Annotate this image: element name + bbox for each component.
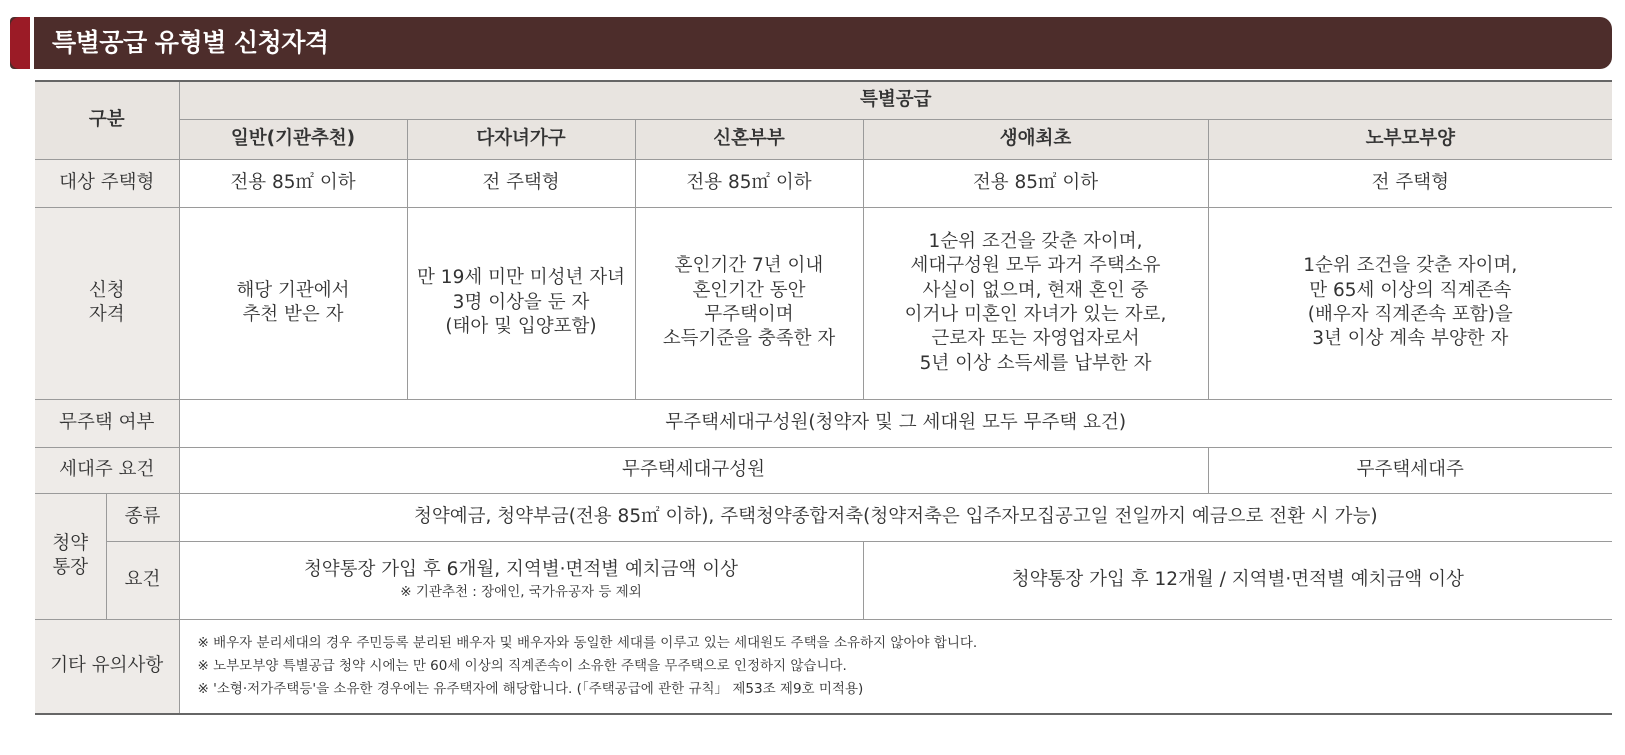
cell-housing-newlywed: 전용 85㎡ 이하 bbox=[635, 159, 863, 207]
cell-eligibility-firsttime: 1순위 조건을 갖춘 자이며, 세대구성원 모두 과거 주택소유 사실이 없으며, 현재 혼인 중 이거나 미혼인 자녀가 있는 자로, 근로자 또는 자영업자로서 5년 이상 소득세를 납부한 자 bbox=[863, 207, 1208, 399]
account-requirement-note: ※ 기관추천 : 장애인, 국가유공자 등 제외 bbox=[400, 584, 642, 601]
header-category: 구분 bbox=[35, 81, 179, 159]
row-label-housing-type: 대상 주택형 bbox=[35, 159, 179, 207]
row-label-account: 청약 통장 bbox=[35, 493, 106, 619]
account-requirement-main-text: 청약통장 가입 후 6개월, 지역별·면적별 예치금액 이상 bbox=[303, 558, 739, 580]
row-label-account-kind: 종류 bbox=[106, 493, 179, 541]
cell-housing-multichild: 전 주택형 bbox=[407, 159, 635, 207]
section-title: 특별공급 유형별 신청자격 bbox=[52, 28, 329, 57]
row-label-notes: 기타 유의사항 bbox=[35, 619, 179, 714]
title-accent-tab bbox=[10, 17, 32, 69]
note-item: ※ '소형·저가주택등'을 소유한 경우에는 유주택자에 해당합니다. (「주택공급에 관한 규칙」 제53조 제9호 미적용) bbox=[197, 680, 864, 697]
cell-homeless: 무주택세대구성원(청약자 및 그 세대원 모두 무주택 요건) bbox=[179, 399, 1612, 447]
note-item: ※ 노부모부양 특별공급 청약 시에는 만 60세 이상의 직계존속이 소유한 주택을 무주택으로 인정하지 않습니다. bbox=[197, 657, 847, 674]
note-item: ※ 배우자 분리세대의 경우 주민등록 분리된 배우자 및 배우자와 동일한 세대를 이루고 있는 세대원도 주택을 소유하지 않아야 합니다. bbox=[197, 634, 978, 651]
row-label-household: 세대주 요건 bbox=[35, 447, 179, 493]
eligibility-table bbox=[35, 80, 1612, 715]
cell-eligibility-newlywed: 혼인기간 7년 이내 혼인기간 동안 무주택이며 소득기준을 충족한 자 bbox=[635, 207, 863, 399]
cell-housing-firsttime: 전용 85㎡ 이하 bbox=[863, 159, 1208, 207]
header-type-multichild: 다자녀가구 bbox=[407, 119, 635, 159]
cell-notes bbox=[179, 619, 1612, 714]
cell-housing-elderly: 전 주택형 bbox=[1208, 159, 1612, 207]
cell-account-kind: 청약예금, 청약부금(전용 85㎡ 이하), 주택청약종합저축(청약저축은 입주자모집공고일 전일까지 예금으로 전환 시 가능) bbox=[179, 493, 1612, 541]
header-type-firsttime: 생애최초 bbox=[863, 119, 1208, 159]
cell-account-requirement-other: 청약통장 가입 후 12개월 / 지역별·면적별 예치금액 이상 bbox=[863, 541, 1612, 619]
header-type-newlywed: 신혼부부 bbox=[635, 119, 863, 159]
cell-housing-general: 전용 85㎡ 이하 bbox=[179, 159, 407, 207]
row-label-eligibility: 신청 자격 bbox=[35, 207, 179, 399]
header-type-elderly: 노부모부양 bbox=[1208, 119, 1612, 159]
cell-eligibility-multichild: 만 19세 미만 미성년 자녀 3명 이상을 둔 자 (태아 및 입양포함) bbox=[407, 207, 635, 399]
header-type-general: 일반(기관추천) bbox=[179, 119, 407, 159]
cell-eligibility-general: 해당 기관에서 추천 받은 자 bbox=[179, 207, 407, 399]
row-label-homeless: 무주택 여부 bbox=[35, 399, 179, 447]
cell-household-main: 무주택세대구성원 bbox=[179, 447, 1208, 493]
header-special-supply: 특별공급 bbox=[179, 81, 1612, 119]
row-label-account-requirement: 요건 bbox=[106, 541, 179, 619]
cell-eligibility-elderly: 1순위 조건을 갖춘 자이며, 만 65세 이상의 직계존속 (배우자 직계존속 포함)을 3년 이상 계속 부양한 자 bbox=[1208, 207, 1612, 399]
cell-account-requirement-main bbox=[179, 541, 863, 619]
cell-household-elderly: 무주택세대주 bbox=[1208, 447, 1612, 493]
